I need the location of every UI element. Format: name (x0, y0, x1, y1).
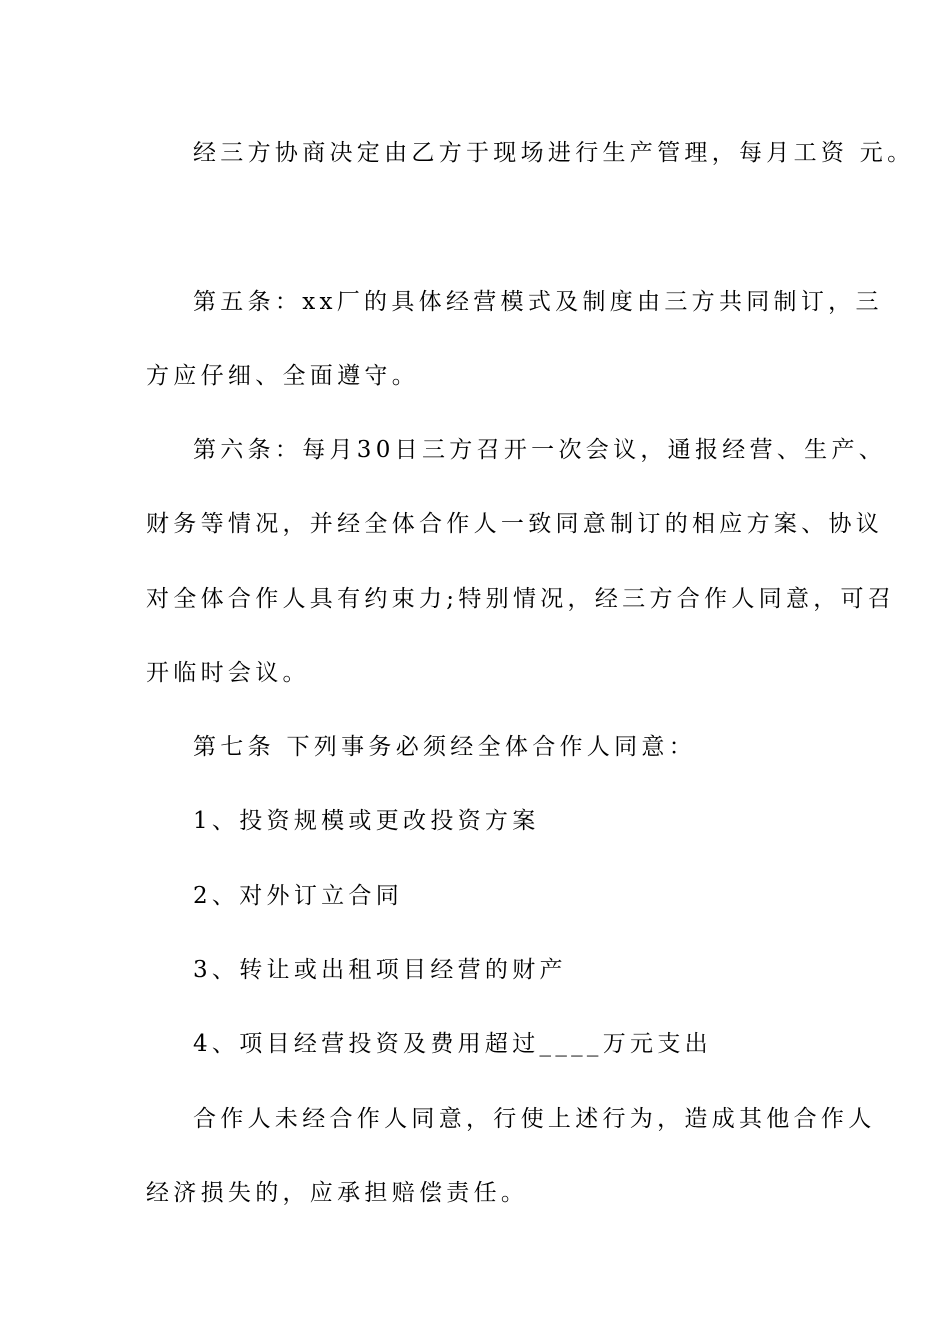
list-item-2: 2、对外订立合同 (193, 883, 404, 909)
list-item-3: 3、转让或出租项目经营的财产 (193, 957, 567, 983)
article-5-line-1: 第五条：xx厂的具体经营模式及制度由三方共同制订，三 (193, 289, 883, 315)
list-item-1: 1、投资规模或更改投资方案 (193, 808, 540, 834)
article-7-heading: 第七条 下列事务必须经全体合作人同意： (193, 734, 697, 760)
article-6-line-2: 财务等情况，并经全体合作人一致同意制订的相应方案、协议 (146, 511, 884, 537)
paragraph-salary: 经三方协商决定由乙方于现场进行生产管理，每月工资 元。 (193, 140, 915, 166)
article-6-line-1: 第六条：每月30日三方召开一次会议，通报经营、生产、 (193, 437, 887, 463)
liability-line-2: 经济损失的，应承担赔偿责任。 (146, 1180, 529, 1206)
article-5-line-2: 方应仔细、全面遵守。 (146, 363, 419, 389)
article-6-line-3: 对全体合作人具有约束力;特别情况，经三方合作人同意，可召 (146, 586, 896, 612)
list-item-4: 4、项目经营投资及费用超过____万元支出 (193, 1031, 712, 1057)
liability-line-1: 合作人未经合作人同意，行使上述行为，造成其他合作人 (193, 1106, 876, 1132)
article-6-line-4: 开临时会议。 (146, 660, 310, 686)
